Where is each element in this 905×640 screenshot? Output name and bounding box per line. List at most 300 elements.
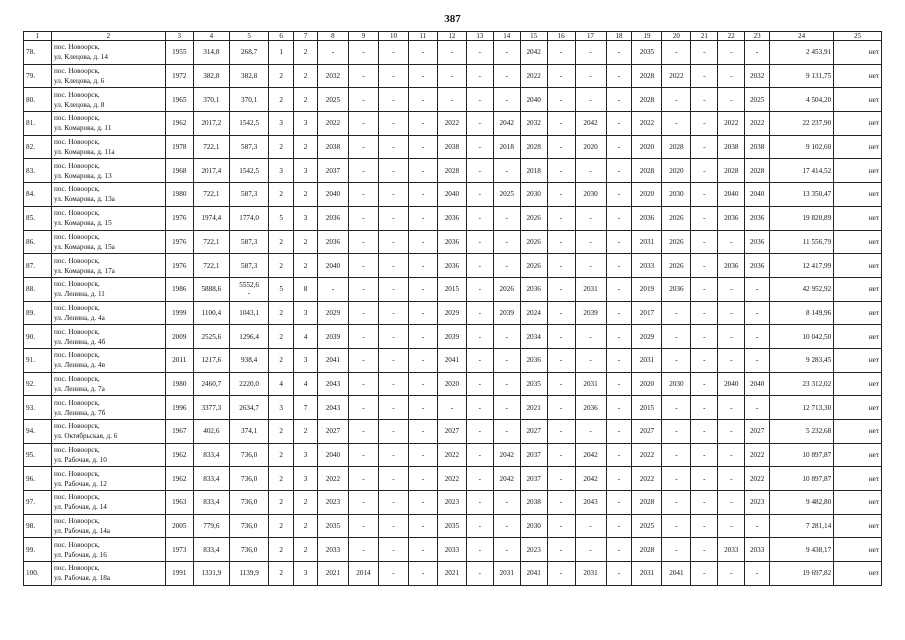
table-cell: -: [408, 491, 437, 515]
table-cell: 98.: [24, 514, 52, 538]
table-cell: 1043,1: [229, 301, 268, 325]
table-cell: 89.: [24, 301, 52, 325]
table-cell: -: [718, 64, 745, 88]
table-cell: 2027: [632, 420, 662, 444]
table-cell: 10 042,50: [770, 325, 834, 349]
table-cell: -: [408, 230, 437, 254]
table-cell: 80.: [24, 88, 52, 112]
table-cell: 2: [269, 325, 294, 349]
table-cell: 2032: [317, 64, 348, 88]
table-cell: 736,0: [229, 538, 268, 562]
table-cell: 2020: [632, 372, 662, 396]
table-cell: -: [437, 41, 466, 65]
table-cell: 1996: [165, 396, 193, 420]
table-cell: 2021: [520, 396, 547, 420]
table-cell: -: [547, 514, 575, 538]
table-cell: пос. Новоорск, ул. Комарова, д. 11а: [51, 135, 165, 159]
table-row: [24, 562, 882, 586]
table-cell: 1976: [165, 206, 193, 230]
table-cell: 2035: [520, 372, 547, 396]
table-cell: 2028: [632, 491, 662, 515]
table-cell: 82.: [24, 135, 52, 159]
table-cell: 2022: [437, 112, 466, 136]
table-cell: 833,4: [193, 538, 229, 562]
table-cell: нет: [834, 183, 882, 207]
table-cell: 2028: [745, 159, 770, 183]
column-header: 19: [632, 32, 662, 41]
table-cell: 2: [269, 301, 294, 325]
table-cell: -: [348, 325, 378, 349]
table-cell: -: [466, 491, 493, 515]
table-cell: -: [408, 372, 437, 396]
table-cell: 93.: [24, 396, 52, 420]
table-cell: 2029: [632, 325, 662, 349]
column-header: 2: [51, 32, 165, 41]
table-cell: -: [466, 41, 493, 65]
table-cell: -: [575, 64, 606, 88]
table-cell: пос. Новоорск, ул. Комарова, д. 13а: [51, 183, 165, 207]
table-cell: 1542,5: [229, 112, 268, 136]
table-cell: -: [606, 514, 632, 538]
table-cell: 2020: [437, 372, 466, 396]
table-cell: 1217,6: [193, 348, 229, 372]
table-cell: 2036: [745, 230, 770, 254]
table-cell: нет: [834, 277, 882, 301]
table-cell: -: [466, 230, 493, 254]
table-cell: -: [408, 348, 437, 372]
column-header: 4: [193, 32, 229, 41]
table-cell: -: [348, 372, 378, 396]
table-cell: 722,1: [193, 183, 229, 207]
table-cell: 2: [269, 538, 294, 562]
table-cell: 97.: [24, 491, 52, 515]
table-cell: -: [493, 514, 520, 538]
table-cell: -: [718, 301, 745, 325]
table-cell: 2023: [437, 491, 466, 515]
table-cell: -: [547, 41, 575, 65]
table-cell: 2018: [520, 159, 547, 183]
table-cell: 587,3: [229, 135, 268, 159]
table-cell: -: [437, 64, 466, 88]
table-cell: -: [466, 514, 493, 538]
table-cell: 1962: [165, 112, 193, 136]
table-cell: 1980: [165, 372, 193, 396]
table-cell: -: [378, 135, 408, 159]
table-cell: 2030: [662, 183, 691, 207]
table-cell: -: [466, 254, 493, 278]
table-cell: 2027: [745, 420, 770, 444]
table-cell: 5552,6 -: [229, 277, 268, 301]
table-cell: 9 482,80: [770, 491, 834, 515]
table-cell: 2026: [662, 206, 691, 230]
table-cell: 88.: [24, 277, 52, 301]
table-cell: 2020: [662, 159, 691, 183]
table-cell: 2020: [575, 135, 606, 159]
table-cell: 87.: [24, 254, 52, 278]
table-cell: -: [547, 64, 575, 88]
table-cell: -: [718, 88, 745, 112]
table-cell: 2634,7: [229, 396, 268, 420]
column-header: 11: [408, 32, 437, 41]
table-cell: 3: [294, 467, 318, 491]
table-cell: -: [466, 112, 493, 136]
table-cell: -: [662, 420, 691, 444]
table-cell: -: [348, 41, 378, 65]
table-cell: -: [378, 230, 408, 254]
column-header: 9: [348, 32, 378, 41]
table-cell: -: [606, 467, 632, 491]
table-cell: -: [493, 64, 520, 88]
table-cell: 2039: [317, 325, 348, 349]
table-cell: 2029: [437, 301, 466, 325]
table-cell: 833,4: [193, 491, 229, 515]
table-cell: -: [348, 277, 378, 301]
table-row: [24, 159, 882, 183]
table-cell: 2021: [437, 562, 466, 586]
table-cell: 78.: [24, 41, 52, 65]
table-cell: 2040: [718, 183, 745, 207]
table-cell: -: [547, 135, 575, 159]
table-cell: 92.: [24, 372, 52, 396]
table-cell: пос. Новоорск, ул. Клецова, д. 8: [51, 88, 165, 112]
table-cell: 2036: [437, 230, 466, 254]
table-cell: -: [493, 396, 520, 420]
table-cell: 2038: [317, 135, 348, 159]
table-cell: -: [348, 135, 378, 159]
table-cell: -: [493, 491, 520, 515]
table-cell: -: [348, 467, 378, 491]
table-cell: -: [606, 135, 632, 159]
table-cell: -: [575, 230, 606, 254]
table-cell: нет: [834, 64, 882, 88]
table-cell: 2037: [520, 467, 547, 491]
table-cell: 3: [294, 301, 318, 325]
table-cell: -: [691, 443, 718, 467]
table-cell: 9 131,75: [770, 64, 834, 88]
table-cell: 736,0: [229, 467, 268, 491]
table-cell: -: [691, 562, 718, 586]
table-cell: 2: [269, 135, 294, 159]
table-cell: 2: [269, 514, 294, 538]
table-cell: 2022: [437, 443, 466, 467]
table-cell: -: [408, 301, 437, 325]
table-cell: 2026: [520, 230, 547, 254]
table-cell: -: [691, 88, 718, 112]
table-cell: 2031: [632, 562, 662, 586]
table-cell: -: [606, 301, 632, 325]
table-cell: -: [547, 348, 575, 372]
table-cell: 2026: [662, 230, 691, 254]
table-cell: 2040: [745, 372, 770, 396]
table-cell: 736,0: [229, 443, 268, 467]
table-cell: нет: [834, 112, 882, 136]
table-cell: 1965: [165, 88, 193, 112]
table-cell: -: [466, 562, 493, 586]
table-cell: -: [408, 88, 437, 112]
table-cell: 2: [269, 562, 294, 586]
table-cell: 736,0: [229, 514, 268, 538]
table-cell: -: [575, 514, 606, 538]
table-cell: -: [606, 206, 632, 230]
table-cell: -: [691, 206, 718, 230]
table-cell: -: [547, 396, 575, 420]
table-cell: 2035: [437, 514, 466, 538]
column-header: 1: [24, 32, 52, 41]
table-cell: -: [547, 230, 575, 254]
table-cell: 2027: [437, 420, 466, 444]
table-cell: -: [378, 396, 408, 420]
table-cell: нет: [834, 348, 882, 372]
column-header: 24: [770, 32, 834, 41]
table-cell: 2036: [317, 206, 348, 230]
table-cell: 2040: [317, 254, 348, 278]
table-cell: 2036: [575, 396, 606, 420]
table-cell: -: [691, 230, 718, 254]
table-cell: -: [378, 183, 408, 207]
column-header: 18: [606, 32, 632, 41]
table-cell: 2022: [662, 64, 691, 88]
table-cell: 2035: [317, 514, 348, 538]
table-cell: 2041: [520, 562, 547, 586]
table-row: [24, 277, 882, 301]
table-cell: -: [493, 88, 520, 112]
table-cell: -: [745, 41, 770, 65]
table-cell: 2036: [520, 277, 547, 301]
table-cell: 3: [269, 159, 294, 183]
column-number-row: [24, 32, 882, 41]
column-header: 13: [466, 32, 493, 41]
table-cell: нет: [834, 491, 882, 515]
table-cell: -: [575, 538, 606, 562]
table-cell: 83.: [24, 159, 52, 183]
table-cell: 96.: [24, 467, 52, 491]
table-cell: 2028: [632, 159, 662, 183]
table-cell: 17 414,52: [770, 159, 834, 183]
table-cell: пос. Новоорск, ул. Комарова, д. 11: [51, 112, 165, 136]
table-cell: 2022: [632, 112, 662, 136]
table-cell: 2: [294, 514, 318, 538]
table-cell: 9 102,60: [770, 135, 834, 159]
table-cell: пос. Новоорск, ул. Октябрьская, д. 6: [51, 420, 165, 444]
table-cell: -: [606, 88, 632, 112]
column-header: 5: [229, 32, 268, 41]
table-cell: -: [466, 301, 493, 325]
table-cell: -: [378, 443, 408, 467]
table-cell: -: [466, 159, 493, 183]
table-cell: 2026: [662, 254, 691, 278]
table-cell: 3: [294, 348, 318, 372]
table-cell: -: [408, 420, 437, 444]
table-cell: 2: [294, 64, 318, 88]
table-cell: -: [547, 159, 575, 183]
table-cell: 1542,5: [229, 159, 268, 183]
table-cell: -: [466, 325, 493, 349]
table-cell: -: [718, 443, 745, 467]
table-cell: 2039: [437, 325, 466, 349]
table-cell: -: [718, 277, 745, 301]
table-cell: -: [408, 41, 437, 65]
table-cell: 2033: [632, 254, 662, 278]
table-cell: 587,3: [229, 183, 268, 207]
table-cell: -: [691, 420, 718, 444]
table-cell: -: [378, 420, 408, 444]
table-cell: -: [691, 396, 718, 420]
table-cell: -: [718, 396, 745, 420]
table-cell: 382,8: [229, 64, 268, 88]
table-cell: -: [348, 301, 378, 325]
table-cell: -: [547, 183, 575, 207]
table-cell: 2011: [165, 348, 193, 372]
table-cell: -: [378, 277, 408, 301]
table-cell: 5 232,68: [770, 420, 834, 444]
table-cell: 779,6: [193, 514, 229, 538]
table-cell: 2043: [317, 372, 348, 396]
table-cell: -: [606, 491, 632, 515]
table-cell: -: [606, 562, 632, 586]
table-cell: 1991: [165, 562, 193, 586]
table-cell: 91.: [24, 348, 52, 372]
table-cell: 2: [269, 443, 294, 467]
table-cell: -: [575, 348, 606, 372]
table-cell: -: [378, 64, 408, 88]
table-cell: -: [662, 301, 691, 325]
table-cell: 2026: [520, 206, 547, 230]
table-cell: 3: [294, 443, 318, 467]
table-cell: 2043: [575, 491, 606, 515]
table-cell: 2028: [718, 159, 745, 183]
table-cell: 2036: [317, 230, 348, 254]
table-cell: пос. Новоорск, ул. Ленина, д. 4б: [51, 325, 165, 349]
column-header: 15: [520, 32, 547, 41]
table-cell: -: [691, 491, 718, 515]
table-cell: -: [378, 41, 408, 65]
table-cell: -: [547, 277, 575, 301]
table-cell: -: [606, 64, 632, 88]
table-cell: -: [466, 64, 493, 88]
table-row: [24, 538, 882, 562]
table-cell: 2038: [745, 135, 770, 159]
table-cell: 2: [294, 88, 318, 112]
table-cell: -: [575, 254, 606, 278]
table-cell: 3: [294, 562, 318, 586]
table-cell: 2039: [493, 301, 520, 325]
table-row: [24, 112, 882, 136]
table-cell: -: [378, 562, 408, 586]
table-cell: -: [378, 88, 408, 112]
table-cell: -: [378, 348, 408, 372]
table-cell: -: [378, 514, 408, 538]
table-cell: пос. Новоорск, ул. Клецова, д. 6: [51, 64, 165, 88]
table-cell: 2: [269, 64, 294, 88]
column-header: 16: [547, 32, 575, 41]
housing-register-table: [23, 31, 882, 586]
table-cell: 2040: [718, 372, 745, 396]
table-cell: 84.: [24, 183, 52, 207]
table-cell: 2030: [520, 183, 547, 207]
table-cell: -: [718, 325, 745, 349]
table-cell: пос. Новоорск, ул. Рабочая, д. 18а: [51, 562, 165, 586]
table-cell: -: [378, 325, 408, 349]
table-cell: 2029: [317, 301, 348, 325]
table-cell: -: [691, 254, 718, 278]
table-cell: 2: [269, 88, 294, 112]
table-cell: 5888,6: [193, 277, 229, 301]
table-cell: -: [662, 325, 691, 349]
column-header: 20: [662, 32, 691, 41]
table-cell: 1774,0: [229, 206, 268, 230]
table-cell: 1974,4: [193, 206, 229, 230]
table-cell: 22 237,90: [770, 112, 834, 136]
table-cell: 2022: [317, 467, 348, 491]
table-cell: -: [606, 183, 632, 207]
table-row: [24, 88, 882, 112]
table-cell: 8 149,96: [770, 301, 834, 325]
table-cell: 2460,7: [193, 372, 229, 396]
table-cell: 938,4: [229, 348, 268, 372]
table-cell: 2: [294, 538, 318, 562]
table-cell: -: [348, 420, 378, 444]
table-cell: 2015: [632, 396, 662, 420]
table-cell: -: [466, 348, 493, 372]
table-cell: пос. Новоорск, ул. Ленина, д. 4в: [51, 348, 165, 372]
table-cell: -: [317, 277, 348, 301]
table-cell: 2039: [575, 301, 606, 325]
table-cell: -: [408, 562, 437, 586]
table-cell: нет: [834, 538, 882, 562]
table-cell: -: [606, 420, 632, 444]
table-cell: 2: [294, 135, 318, 159]
table-cell: 1331,9: [193, 562, 229, 586]
table-row: [24, 41, 882, 65]
table-cell: -: [493, 538, 520, 562]
table-cell: 19 820,89: [770, 206, 834, 230]
table-cell: 2035: [632, 41, 662, 65]
table-cell: 2041: [662, 562, 691, 586]
table-cell: 2023: [745, 491, 770, 515]
table-cell: 2040: [745, 183, 770, 207]
table-cell: -: [691, 301, 718, 325]
table-cell: -: [348, 254, 378, 278]
table-cell: 7 281,14: [770, 514, 834, 538]
table-cell: 3377,3: [193, 396, 229, 420]
table-cell: 402,6: [193, 420, 229, 444]
table-cell: -: [662, 443, 691, 467]
table-cell: 4 504,20: [770, 88, 834, 112]
table-cell: 2022: [632, 443, 662, 467]
table-cell: 314,8: [193, 41, 229, 65]
table-cell: -: [575, 206, 606, 230]
table-cell: -: [547, 372, 575, 396]
table-cell: 5: [269, 206, 294, 230]
table-cell: 2: [269, 491, 294, 515]
table-cell: 2033: [317, 538, 348, 562]
table-cell: -: [606, 112, 632, 136]
table-cell: -: [408, 135, 437, 159]
table-cell: -: [348, 396, 378, 420]
table-cell: 2025: [632, 514, 662, 538]
table-cell: 2042: [575, 467, 606, 491]
table-cell: 2: [269, 348, 294, 372]
table-cell: -: [493, 372, 520, 396]
table-cell: 2015: [437, 277, 466, 301]
table-cell: 2040: [317, 183, 348, 207]
table-cell: -: [348, 159, 378, 183]
table-cell: -: [691, 64, 718, 88]
table-cell: 370,1: [193, 88, 229, 112]
table-cell: 1962: [165, 443, 193, 467]
table-cell: 2: [294, 420, 318, 444]
table-cell: -: [745, 562, 770, 586]
